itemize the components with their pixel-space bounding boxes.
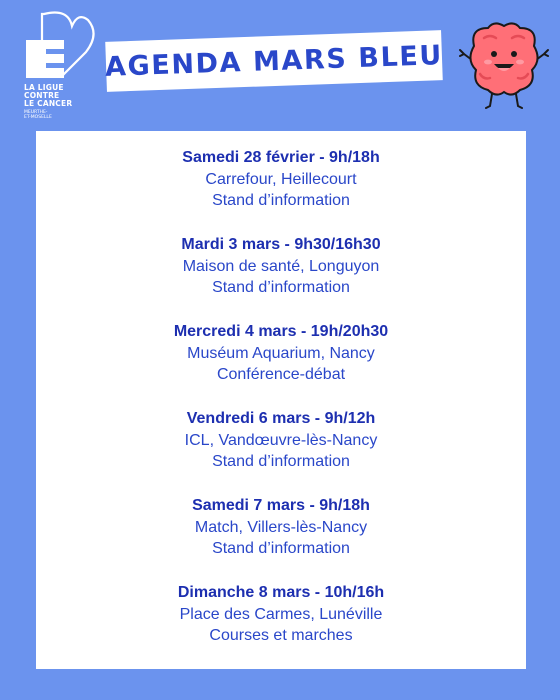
event-date: Vendredi 6 mars - 9h/12h [186, 410, 376, 427]
event-date: Samedi 28 février - 9h/18h [182, 149, 380, 166]
title-banner [105, 30, 443, 92]
intestine-mascot-icon [458, 16, 550, 110]
event-type: Stand d’information [212, 279, 350, 296]
logo-line: CONTRE [24, 91, 60, 100]
page-title: AGENDA MARS BLEU [104, 39, 444, 83]
agenda-event [36, 321, 526, 386]
event-place: Carrefour, Heillecourt [205, 170, 357, 188]
logo-wordmark [24, 84, 72, 108]
event-type: Stand d’information [212, 453, 350, 470]
event-place: Match, Villers-lès-Nancy [194, 518, 368, 536]
agenda-event [36, 408, 526, 473]
agenda-event [36, 495, 526, 560]
event-date: Samedi 7 mars - 9h/18h [192, 497, 370, 514]
agenda-event [36, 582, 526, 647]
event-date: Mercredi 4 mars - 19h/20h30 [173, 323, 389, 340]
agenda-event [36, 234, 526, 299]
event-place: Place des Carmes, Lunéville [179, 605, 383, 623]
logo-sub-line: MEURTHE- [24, 110, 48, 115]
logo-line: LA LIGUE [24, 83, 64, 92]
event-type: Stand d’information [212, 540, 350, 557]
logo-line: LE CANCER [24, 99, 73, 108]
event-type: Conférence-débat [216, 366, 346, 383]
event-type: Courses et marches [209, 627, 353, 644]
event-type: Stand d’information [212, 192, 350, 209]
agenda-card [36, 131, 526, 669]
logo-subtitle [24, 110, 52, 120]
event-place: Muséum Aquarium, Nancy [187, 344, 375, 362]
agenda-event [36, 147, 526, 212]
event-place: Maison de santé, Longuyon [182, 257, 380, 275]
event-place: ICL, Vandœuvre-lès-Nancy [184, 431, 378, 449]
event-date: Dimanche 8 mars - 10h/16h [177, 584, 385, 601]
event-date: Mardi 3 mars - 9h30/16h30 [181, 236, 381, 253]
logo-sub-line: ET-MOSELLE [24, 115, 52, 120]
